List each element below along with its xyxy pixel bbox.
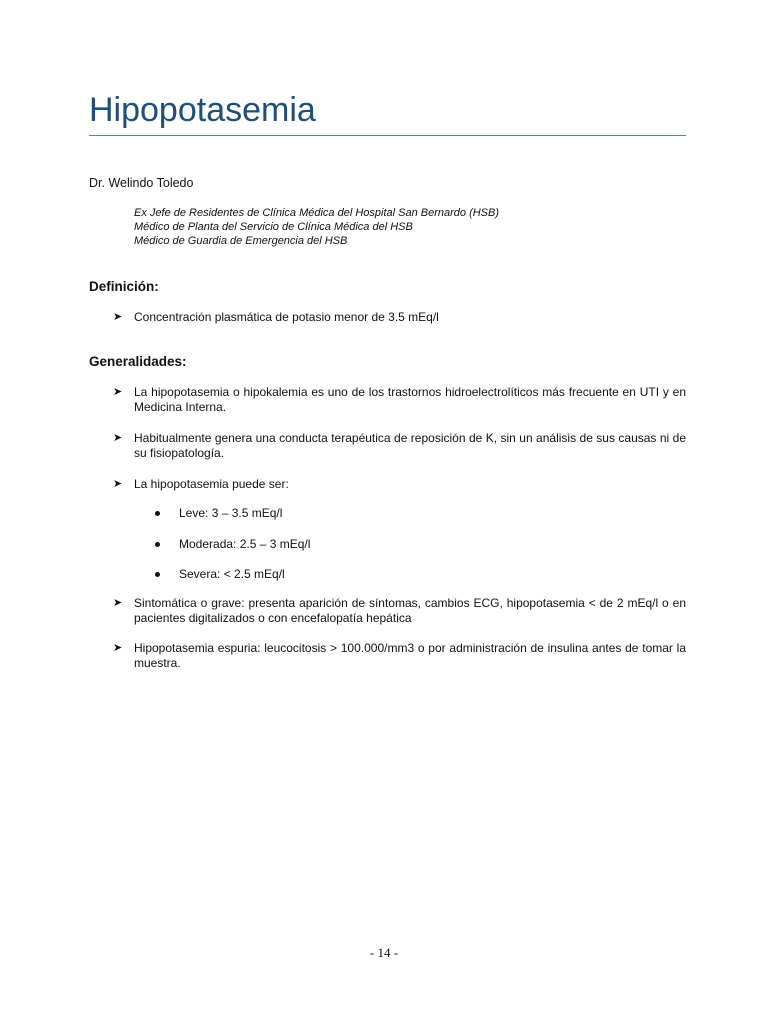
dot-bullet-icon: [155, 511, 160, 516]
list-item: [113, 477, 686, 492]
sub-list-item-text: Moderada: 2.5 – 3 mEq/l: [179, 537, 311, 551]
list-item-text: Habitualmente genera una conducta terapéutica de reposición de K, sin un análisis de sus causas ni de su fisiopatología.: [134, 431, 686, 460]
sub-list-item-text: Severa: < 2.5 mEq/l: [179, 567, 285, 581]
arrow-bullet-icon: ➤: [113, 432, 123, 444]
list-item: [113, 596, 686, 626]
page-number: - 14 -: [369, 945, 399, 960]
page-title: Hipopotasemia: [89, 91, 316, 129]
arrow-bullet-icon: ➤: [113, 642, 123, 654]
affiliation-line: Médico de Planta del Servicio de Clínica Médica del HSB: [134, 221, 413, 233]
title-underline: [89, 135, 686, 136]
author-affiliations: [134, 206, 499, 248]
sub-list-item: [155, 506, 282, 521]
affiliation-line: Ex Jefe de Residentes de Clínica Médica del Hospital San Bernardo (HSB): [134, 207, 500, 219]
list-item-text: Hipopotasemia espuria: leucocitosis > 100.000/mm3 o por administración de insulina antes de tomar la muestra.: [134, 641, 686, 670]
author-name: Dr. Welindo Toledo: [89, 176, 194, 190]
dot-bullet-icon: [155, 542, 160, 547]
sub-list-item-text: Leve: 3 – 3.5 mEq/l: [179, 506, 283, 520]
arrow-bullet-icon: ➤: [113, 478, 123, 490]
list-item: [113, 641, 686, 671]
list-item-text: La hipopotasemia o hipokalemia es uno de los trastornos hidroelectrolíticos más frecuente en UTI y en Medicina Interna.: [134, 385, 686, 414]
arrow-bullet-icon: ➤: [113, 386, 123, 398]
list-item: [113, 385, 686, 415]
list-item-text: La hipopotasemia puede ser:: [134, 477, 289, 491]
affiliation-line: Médico de Guardia de Emergencia del HSB: [134, 235, 348, 247]
arrow-bullet-icon: ➤: [113, 597, 123, 609]
section-heading-generalidades: Generalidades:: [89, 354, 187, 369]
list-item: [113, 310, 686, 325]
list-item-text: Concentración plasmática de potasio menor de 3.5 mEq/l: [134, 310, 439, 324]
list-item: [113, 431, 686, 461]
sub-list-item: [155, 567, 285, 582]
sub-list-item: [155, 537, 310, 552]
section-heading-definicion: Definición:: [89, 279, 159, 294]
dot-bullet-icon: [155, 572, 160, 577]
arrow-bullet-icon: ➤: [113, 311, 123, 323]
list-item-text: Sintomática o grave: presenta aparición de síntomas, cambios ECG, hipopotasemia < de 2 mEq/l o en pacientes digitalizados o con encefalopatía hepática: [134, 596, 686, 625]
